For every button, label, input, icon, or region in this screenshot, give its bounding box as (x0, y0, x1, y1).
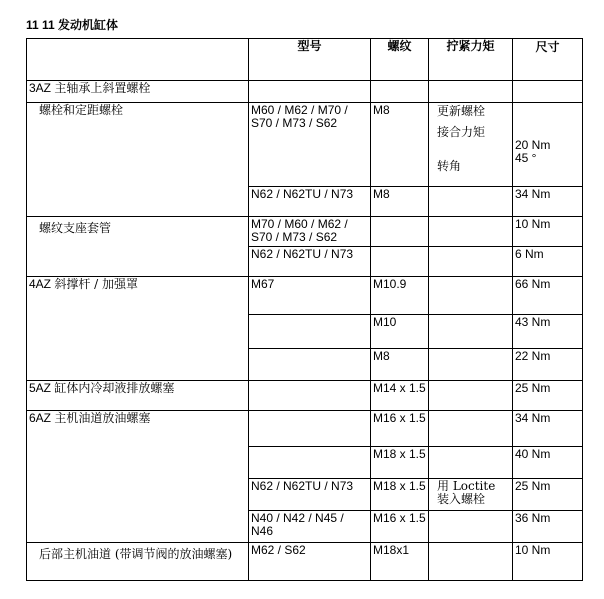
cell-thread: M18 x 1.5 (371, 447, 429, 479)
table-row (27, 81, 583, 103)
cell-size: 10 Nm (513, 543, 583, 581)
cell-torque: 用 Loctite 装入螺栓 (429, 479, 513, 511)
row-label-bolt (27, 103, 249, 217)
cell-thread: M10 (371, 315, 429, 349)
item-label: 斜撑杆 / 加强罩 (54, 277, 139, 291)
cell-thread: M8 (371, 103, 429, 187)
cell-thread: M18 x 1.5 (371, 479, 429, 511)
item-code: 5AZ (29, 381, 52, 395)
cell-thread: M14 x 1.5 (371, 381, 429, 411)
cell-size (513, 103, 583, 187)
cell-model: N62 / N62TU / N73 (249, 187, 371, 217)
cell-size: 34 Nm (513, 411, 583, 447)
torque-step: 更新螺栓 (437, 104, 486, 118)
cell-thread: M8 (371, 187, 429, 217)
header-thread: 螺纹 (371, 39, 429, 81)
cell-size: 40 Nm (513, 447, 583, 479)
row-label-4az (27, 277, 249, 381)
row-label-sleeve (27, 217, 249, 277)
cell-size: 36 Nm (513, 511, 583, 543)
cell-thread: M18x1 (371, 543, 429, 581)
cell-size: 6 Nm (513, 247, 583, 277)
item-code: 6AZ (29, 411, 52, 425)
cell-size: 66 Nm (513, 277, 583, 315)
cell-size: 25 Nm (513, 381, 583, 411)
table-row (27, 411, 583, 447)
item-label: 主轴承上斜置螺栓 (54, 81, 151, 95)
torque-step: 接合力矩 (437, 125, 486, 139)
row-label-5az (27, 381, 249, 411)
header-blank-cell (27, 39, 249, 81)
item-label: 螺栓和定距螺栓 (39, 103, 124, 117)
cell-size: 34 Nm (513, 187, 583, 217)
item-code: 4AZ (29, 277, 52, 291)
table-header-row (27, 39, 583, 81)
cell-model: M60 / M62 / M70 / S70 / M73 / S62 (249, 103, 371, 187)
cell-model: N40 / N42 / N45 / N46 (249, 511, 371, 543)
item-code: 3AZ (29, 81, 52, 95)
cell-thread: M16 x 1.5 (371, 411, 429, 447)
header-model: 型号 (249, 39, 371, 81)
cell-size: 22 Nm (513, 349, 583, 381)
item-label: 后部主机油道 (带调节阀的放油螺塞) (39, 547, 233, 561)
item-label: 缸体内冷却液排放螺塞 (54, 381, 175, 395)
cell-size: 25 Nm (513, 479, 583, 511)
row-label-3az (27, 81, 249, 103)
section-title: 11 11 发动机缸体 (26, 18, 119, 32)
cell-thread: M10.9 (371, 277, 429, 315)
cell-torque (429, 103, 513, 187)
cell-model: N62 / N62TU / N73 (249, 247, 371, 277)
table-row (27, 277, 583, 315)
table-row (27, 543, 583, 581)
item-label: 螺纹支座套管 (39, 221, 112, 235)
table-row (27, 381, 583, 411)
torque-step: 转角 (437, 159, 462, 173)
table-row (27, 103, 583, 187)
header-torque: 拧紧力矩 (429, 39, 513, 81)
cell-size: 10 Nm (513, 217, 583, 247)
cell-model: M70 / M60 / M62 / S70 / M73 / S62 (249, 217, 371, 247)
header-size: 尺寸 (513, 39, 583, 81)
cell-model: M62 / S62 (249, 543, 371, 581)
row-label-6az (27, 411, 249, 543)
row-label-rear (27, 543, 249, 581)
table-row (27, 217, 583, 247)
item-label: 主机油道放油螺塞 (54, 411, 151, 425)
cell-model: M67 (249, 277, 371, 315)
cell-model: N62 / N62TU / N73 (249, 479, 371, 511)
size-value: 45 ° (515, 151, 537, 165)
cell-thread: M16 x 1.5 (371, 511, 429, 543)
size-value: 20 Nm (515, 138, 551, 152)
cell-thread: M8 (371, 349, 429, 381)
cell-size: 43 Nm (513, 315, 583, 349)
torque-spec-table (26, 38, 583, 581)
